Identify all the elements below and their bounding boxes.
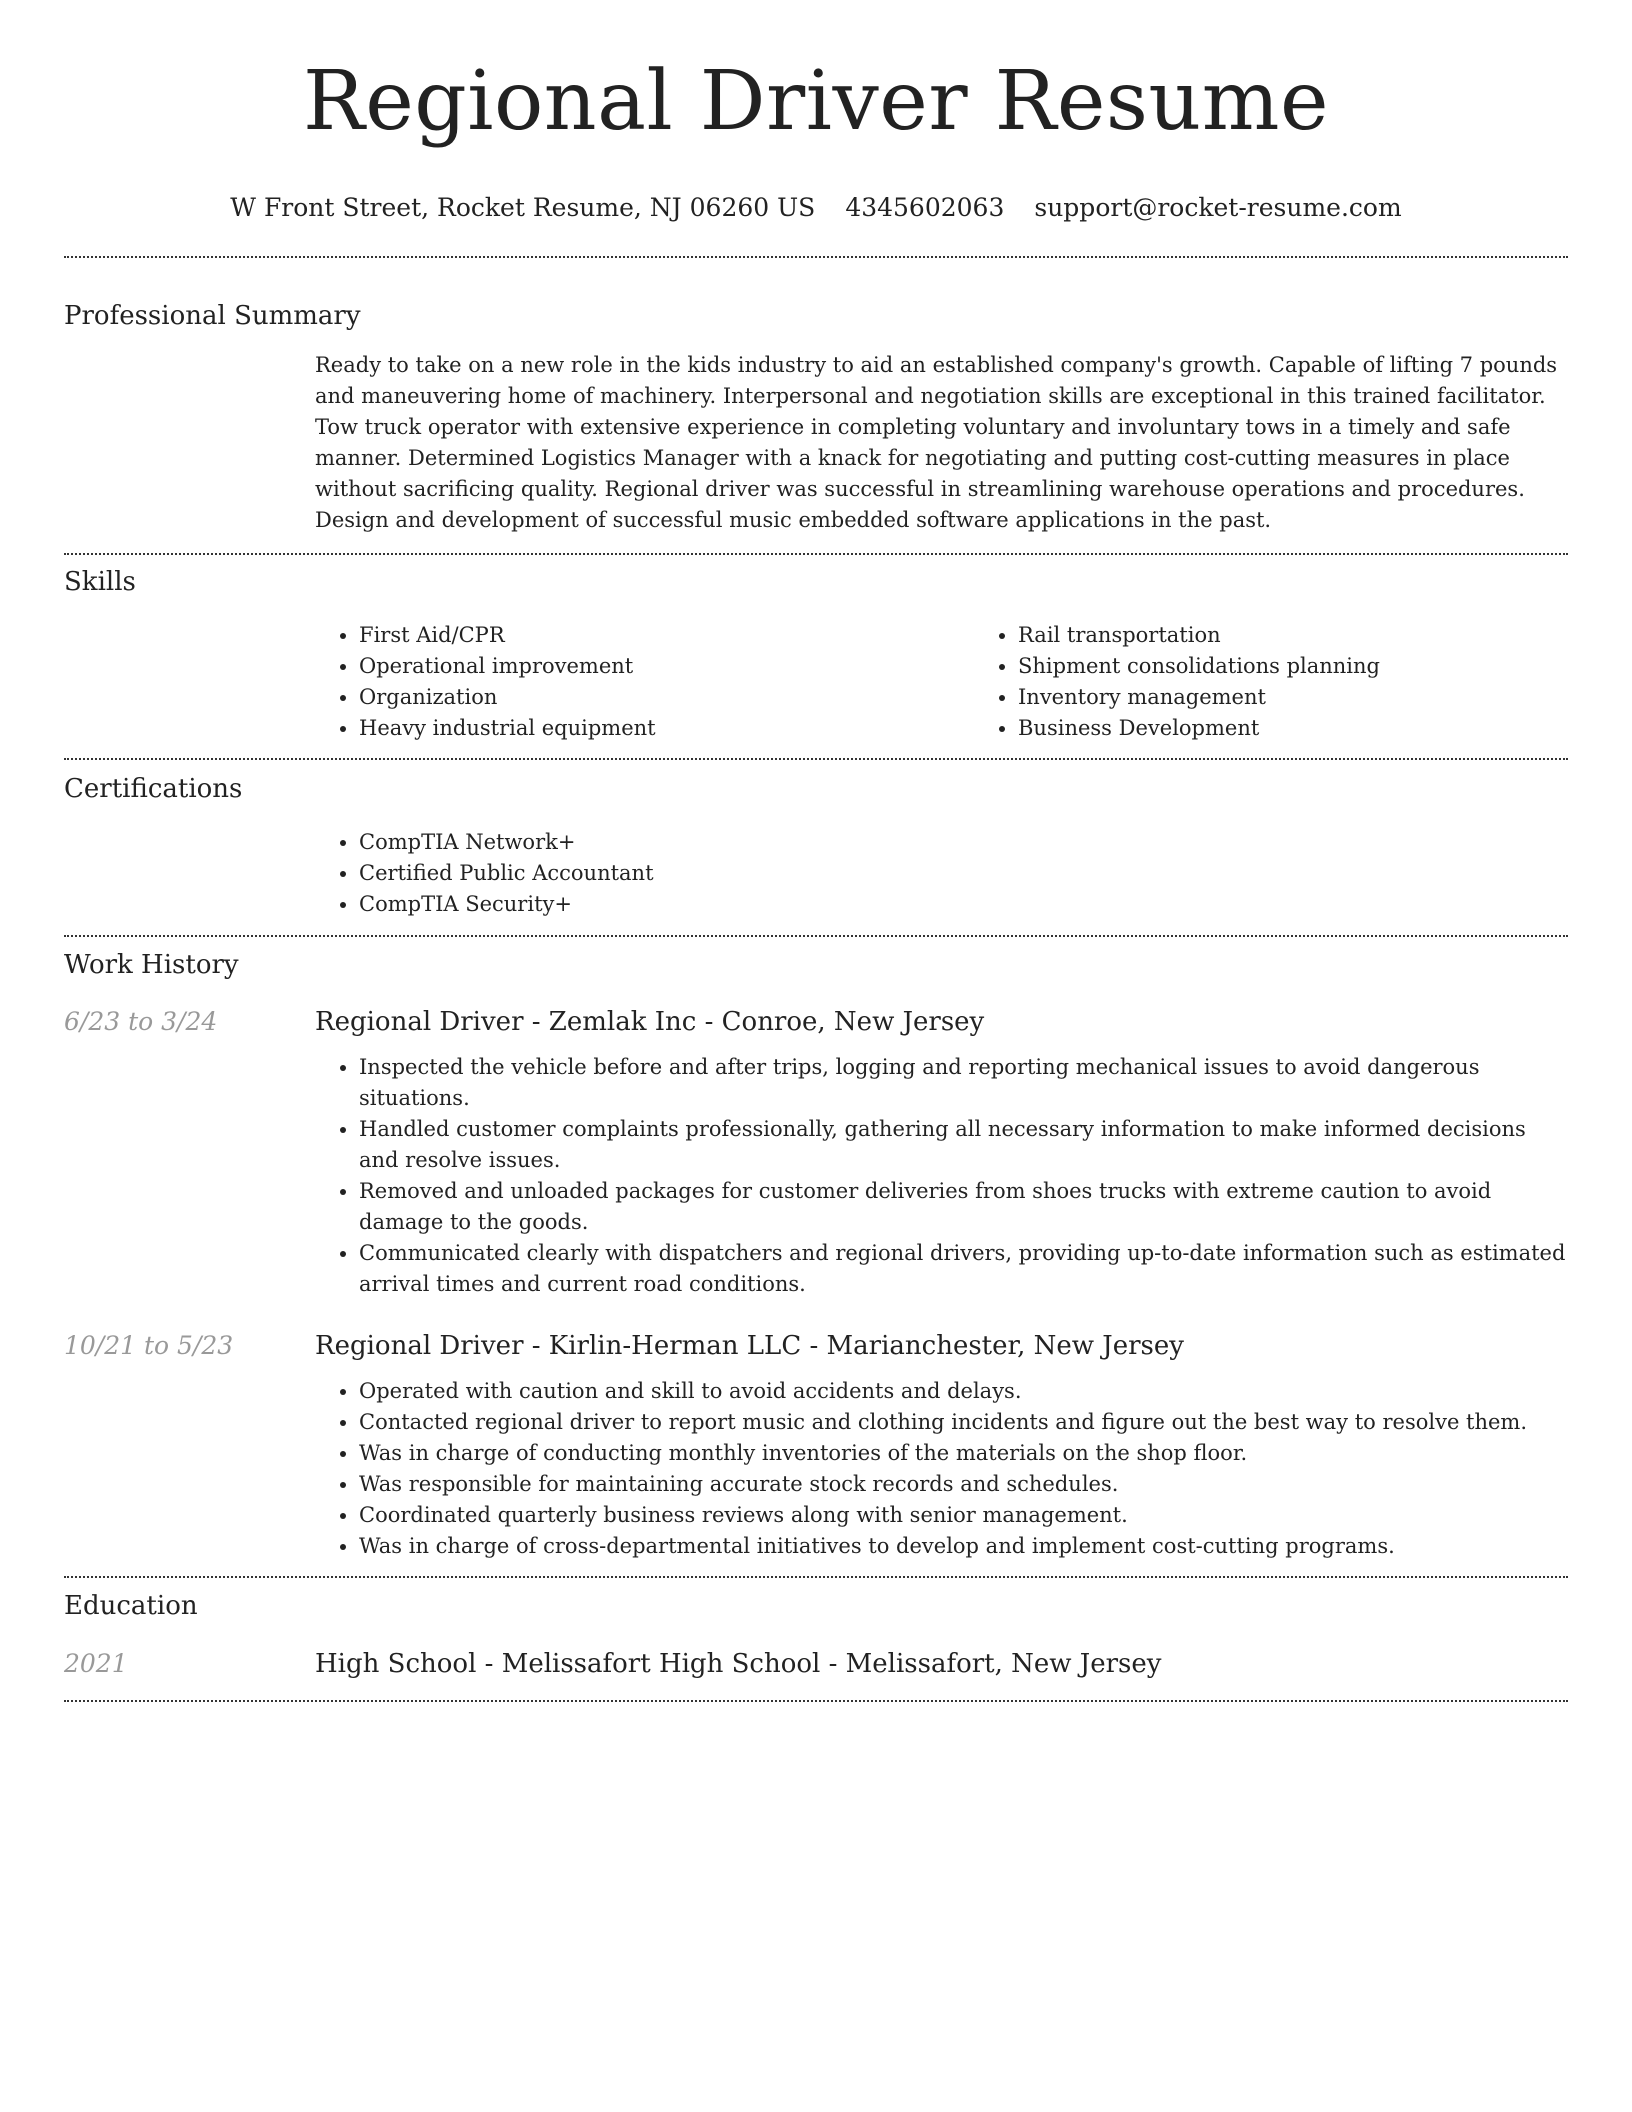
divider: [64, 256, 1568, 258]
certification-item: • Certified Public Accountant: [359, 858, 1568, 889]
job-bullet: • Was responsible for maintaining accurate stock records and schedules.: [359, 1469, 1568, 1500]
education-title: High School - Melissafort High School - Melissafort, New Jersey: [315, 1649, 1162, 1679]
education-dates: 2021: [64, 1649, 128, 1678]
skills-list-left: [315, 620, 974, 744]
job-title: Regional Driver - Kirlin-Herman LLC - Marianchester, New Jersey: [315, 1331, 1184, 1361]
work-history-heading: Work History: [64, 950, 239, 980]
divider: [64, 935, 1568, 937]
summary-text: Ready to take on a new role in the kids industry to aid an established company's growth. Capable of lifting 7 pounds and maneuvering home of machinery. Interpersonal and negotiation skills are exceptional in this trained facilitator. Tow truck operator with extensive experience in completing voluntary and involuntary tows in a timely and safe manner. Determined Logistics Manager with a knack for negotiating and putting cost-cutting measures in place without sacrificing quality. Regional driver was successful in streamlining warehouse operations and procedures. Design and development of successful music embedded software applications in the past.: [315, 353, 1558, 532]
contact-line: [64, 190, 1568, 226]
skills-heading: Skills: [64, 567, 136, 597]
skills-section: [64, 564, 1568, 744]
education-section: [64, 1588, 1568, 1682]
resume-title: Regional Driver Resume: [302, 54, 1330, 149]
skills-list-right: [974, 620, 1632, 744]
skill-item: • Business Development: [1018, 713, 1632, 744]
skill-item: • Heavy industrial equipment: [359, 713, 974, 744]
skill-item: • Rail transportation: [1018, 620, 1632, 651]
job-bullet: • Inspected the vehicle before and after trips, logging and reporting mechanical issues to avoid dangerous situations.: [359, 1052, 1568, 1114]
job-bullet: • Was in charge of conducting monthly inventories of the materials on the shop floor.: [359, 1438, 1568, 1469]
job-bullet: • Communicated clearly with dispatchers and regional drivers, providing up-to-date information such as estimated arrival times and current road conditions.: [359, 1238, 1568, 1300]
divider: [64, 1576, 1568, 1578]
contact-email: support@rocket-resume.com: [1034, 193, 1402, 222]
contact-address: W Front Street, Rocket Resume, NJ 06260 US: [230, 193, 816, 222]
job-entry: [64, 1004, 1568, 1300]
summary-section: [64, 298, 1568, 536]
certifications-heading: Certifications: [64, 774, 243, 804]
job-bullets: [315, 1376, 1568, 1562]
job-bullet: • Contacted regional driver to report music and clothing incidents and figure out the best way to resolve them.: [359, 1407, 1568, 1438]
divider: [64, 553, 1568, 555]
skill-item: • Organization: [359, 682, 974, 713]
job-title: Regional Driver - Zemlak Inc - Conroe, New Jersey: [315, 1007, 985, 1037]
job-bullets: [315, 1052, 1568, 1300]
divider: [64, 758, 1568, 760]
job-bullet: • Operated with caution and skill to avoid accidents and delays.: [359, 1376, 1568, 1407]
skill-item: • Operational improvement: [359, 651, 974, 682]
summary-heading: Professional Summary: [64, 301, 361, 331]
certifications-list: [315, 827, 1568, 920]
job-bullet: • Was in charge of cross-departmental initiatives to develop and implement cost-cutting programs.: [359, 1531, 1568, 1562]
job-dates: 10/21 to 5/23: [64, 1331, 234, 1360]
divider: [64, 1700, 1568, 1702]
skill-item: • Shipment consolidations planning: [1018, 651, 1632, 682]
job-bullet: • Handled customer complaints professionally, gathering all necessary information to make informed decisions and resolve issues.: [359, 1114, 1568, 1176]
job-entry: [64, 1328, 1568, 1562]
job-bullet: • Removed and unloaded packages for customer deliveries from shoes trucks with extreme caution to avoid damage to the goods.: [359, 1176, 1568, 1238]
certification-item: • CompTIA Security+: [359, 889, 1568, 920]
job-dates: 6/23 to 3/24: [64, 1007, 218, 1036]
education-heading: Education: [64, 1591, 198, 1621]
skill-item: • First Aid/CPR: [359, 620, 974, 651]
job-bullet: • Coordinated quarterly business reviews along with senior management.: [359, 1500, 1568, 1531]
contact-phone: 4345602063: [845, 193, 1005, 222]
certifications-section: [64, 771, 1568, 920]
work-history-section: [64, 947, 1568, 1562]
skill-item: • Inventory management: [1018, 682, 1632, 713]
certification-item: • CompTIA Network+: [359, 827, 1568, 858]
